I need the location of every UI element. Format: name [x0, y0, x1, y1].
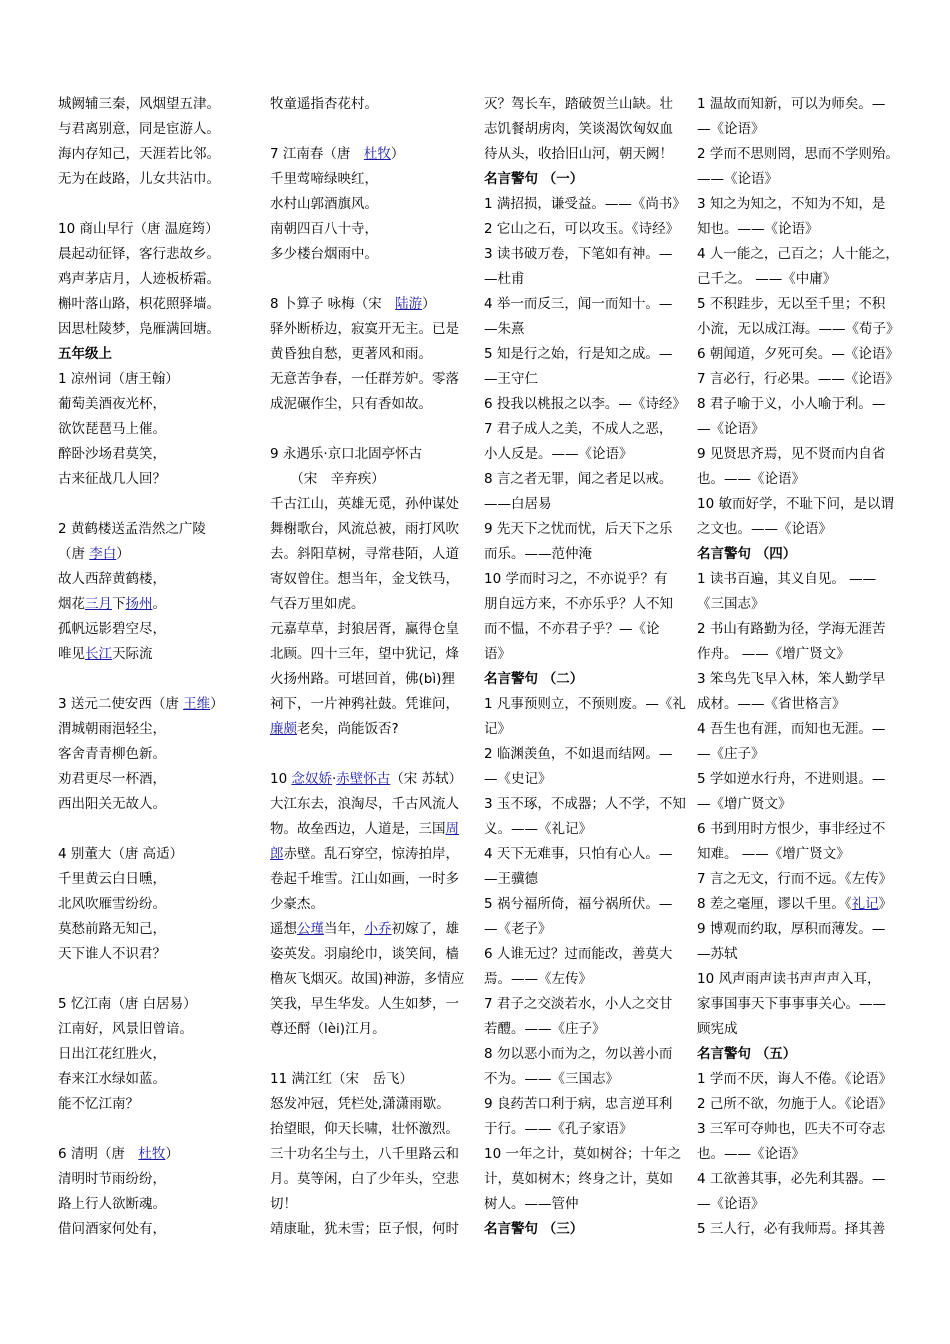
text-line: 气吞万里如虎。 [270, 596, 365, 612]
blank-line [58, 667, 268, 692]
text-line: 10 风声雨声读书声声声入耳， [697, 971, 881, 987]
text-line: 橹灰飞烟灭。故国)神游，多情应 [270, 971, 465, 987]
text-line: 孤帆远影碧空尽， [58, 621, 166, 637]
hyperlink[interactable]: 三月 [85, 596, 112, 612]
text-line: 西出阳关无故人。 [58, 796, 166, 812]
text-line: 姿英发。羽扇纶巾，谈笑间，樯 [270, 946, 459, 962]
text-line: 去。斜阳草树，寻常巷陌，人道 [270, 546, 459, 562]
text-line [58, 692, 268, 717]
text-line [270, 842, 480, 867]
text-segment: 初嫁了，雄 [391, 921, 459, 937]
text-line: 卷起千堆雪。江山如画，一时多 [270, 871, 459, 887]
text-line: 1 温故而知新，可以为师矣。— [697, 96, 886, 112]
text-line: 笑我，早生华发。人生如梦，一 [270, 996, 459, 1012]
blank-line [58, 817, 268, 842]
text-line: 灭？驾长车，踏破贺兰山缺。壮 [484, 96, 673, 112]
text-line: 天下谁人不识君？ [58, 946, 166, 962]
text-line [697, 892, 907, 917]
text-line: 1 满招损，谦受益。——《尚书》 [484, 196, 686, 212]
text-line: 江南好，风景旧曾谙。 [58, 1021, 193, 1037]
blank-line [58, 492, 268, 517]
text-line: 借问酒家何处有， [58, 1221, 166, 1237]
text-line: 海内存知己，天涯若比邻。 [58, 146, 220, 162]
hyperlink[interactable]: 陆游 [395, 296, 423, 312]
text-line: 5 学如逆水行舟，不进则退。— [697, 771, 886, 787]
text-line: —王骥德 [484, 871, 538, 887]
text-line: 1 学而不厌，诲人不倦。《论语》 [697, 1071, 893, 1087]
blank-line [270, 117, 480, 142]
text-line [58, 592, 268, 617]
text-line: 《三国志》 [697, 596, 765, 612]
text-line: 千古江山，英雄无觅，孙仲谋处 [270, 496, 459, 512]
text-line: 劝君更尽一杯酒， [58, 771, 166, 787]
text-line: —《论语》 [697, 421, 765, 437]
text-line: 舞榭歌台，风流总被，雨打风吹 [270, 521, 459, 537]
text-segment: 唯见 [58, 646, 85, 662]
text-line: 2 黄鹤楼送孟浩然之广陵 [58, 521, 206, 537]
text-line: 顾宪成 [697, 1021, 738, 1037]
text-line: 之文也。——《论语》 [697, 521, 832, 537]
section-heading: 名言警句 （一） [484, 171, 584, 187]
text-line: 路上行人欲断魂。 [58, 1196, 166, 1212]
section-heading: 五年级上 [58, 346, 112, 362]
text-line: 焉。——《左传》 [484, 971, 592, 987]
text-line: —王守仁 [484, 371, 538, 387]
text-line: 北顾。四十三年，望中犹记，烽 [270, 646, 459, 662]
text-segment: 天际流 [112, 646, 153, 662]
text-line: 古来征战几人回？ [58, 471, 166, 487]
text-line: 靖康耻，犹未雪；臣子恨，何时 [270, 1221, 459, 1237]
text-line: 7 言之无文，行而不远。《左传》 [697, 871, 893, 887]
hyperlink[interactable]: 杜牧 [363, 146, 391, 162]
text-line: 语》 [484, 646, 511, 662]
text-line: —苏轼 [697, 946, 738, 962]
text-line: ——白居易 [484, 496, 552, 512]
text-line: 也。——《论语》 [697, 471, 805, 487]
text-line: 7 言必行，行必果。——《论语》 [697, 371, 899, 387]
text-line: 醉卧沙场君莫笑， [58, 446, 166, 462]
text-line: 而不愠，不亦君子乎？—《论 [484, 621, 660, 637]
text-line: 树人。——管仲 [484, 1196, 579, 1212]
text-line: 5 忆江南（唐 白居易） [58, 996, 197, 1012]
text-line: 知也。——《论语》 [697, 221, 819, 237]
text-line: 客舍青青柳色新。 [58, 746, 166, 762]
text-segment: ） [422, 296, 436, 312]
text-line: —朱熹 [484, 321, 525, 337]
text-line: 3 知之为知之，不知为不知，是 [697, 196, 886, 212]
text-line: 无为在歧路，儿女共沾巾。 [58, 171, 220, 187]
text-line: 尊还酹（lèi)江月。 [270, 1021, 386, 1037]
text-segment: 遥想 [270, 921, 297, 937]
hyperlink[interactable]: 礼记 [851, 896, 879, 912]
text-line: 志饥餐胡虏肉，笑谈渴饮匈奴血 [484, 121, 673, 137]
text-line: 于行。——《孔子家语》 [484, 1121, 633, 1137]
text-segment: · [331, 771, 337, 787]
text-line: —《庄子》 [697, 746, 765, 762]
text-line: 3 读书破万卷，下笔如有神。— [484, 246, 673, 262]
text-line: 鸡声茅店月，人迹板桥霜。 [58, 271, 220, 287]
text-line: 10 学而时习之，不亦说乎？有 [484, 571, 668, 587]
text-line: 1 读书百遍，其义自见。 —— [697, 571, 877, 587]
hyperlink[interactable]: 小乔 [364, 921, 392, 937]
text-line: 10 商山早行（唐 温庭筠） [58, 221, 219, 237]
text-line: 城阙辅三秦，风烟望五津。 [58, 96, 220, 112]
section-heading: 名言警句 （二） [484, 671, 584, 687]
text-line: 计，莫如树木；终身之计，莫如 [484, 1171, 673, 1187]
text-column-1 [58, 92, 268, 1242]
text-segment: ） [165, 1146, 179, 1162]
text-line: 6 书到用时方恨少，事非经过不 [697, 821, 886, 837]
text-line: 11 满江红（宋 岳飞） [270, 1071, 413, 1087]
text-segment: 赤壁。乱石穿空，惊涛拍岸， [283, 846, 459, 862]
text-line: 成泥碾作尘，只有香如故。 [270, 396, 432, 412]
text-line [270, 142, 480, 167]
text-segment: 下 [112, 596, 126, 612]
text-segment: 10 [270, 771, 292, 787]
text-line: 义。——《礼记》 [484, 821, 592, 837]
blank-line [270, 417, 480, 442]
text-line: 元嘉草草，封狼居胥，赢得仓皇 [270, 621, 459, 637]
hyperlink[interactable]: 王维 [183, 696, 211, 712]
text-segment: 当年， [324, 921, 365, 937]
text-line: 南朝四百八十寺， [270, 221, 378, 237]
text-line: 三十功名尘与土，八千里路云和 [270, 1146, 459, 1162]
text-line: 1 凡事预则立，不预则废。—《礼 [484, 696, 686, 712]
text-line: 莫愁前路无知己， [58, 921, 166, 937]
text-segment: ） [390, 146, 405, 162]
text-segment: ） [116, 546, 130, 562]
text-line: 大江东去，浪淘尽，千古风流人 [270, 796, 459, 812]
text-line: 2 书山有路勤为径，学海无涯苦 [697, 621, 886, 637]
text-column-3 [484, 92, 694, 1242]
text-line: 欲饮琵琶马上催。 [58, 421, 166, 437]
text-line: ——《论语》 [697, 171, 778, 187]
blank-line [270, 1042, 480, 1067]
text-line: —《论语》 [697, 1196, 765, 1212]
text-segment: 烟花 [58, 596, 85, 612]
text-column-4 [697, 92, 907, 1242]
hyperlink[interactable]: 李白 [89, 546, 117, 562]
text-line: 水村山郭酒旗风。 [270, 196, 378, 212]
text-line: 抬望眼，仰天长啸，壮怀激烈。 [270, 1121, 459, 1137]
text-line [58, 542, 268, 567]
text-line: 与君离别意，同是宦游人。 [58, 121, 220, 137]
hyperlink[interactable]: 杜牧 [138, 1146, 166, 1162]
text-line: —《增广贤文》 [697, 796, 792, 812]
text-line: 清明时节雨纷纷， [58, 1171, 166, 1187]
text-line: 祠下，一片神鸦社鼓。凭谁问， [270, 696, 459, 712]
text-segment: 》 [878, 896, 893, 912]
text-line: —《老子》 [484, 921, 552, 937]
hyperlink[interactable]: 长江 [85, 646, 112, 662]
section-heading: 名言警句 （五） [697, 1046, 797, 1062]
text-line [270, 717, 480, 742]
text-segment: 3 送元二使安西（唐 [58, 696, 184, 712]
text-line: 2 它山之石，可以攻玉。《诗经》 [484, 221, 680, 237]
text-line: 北风吹雁雪纷纷。 [58, 896, 166, 912]
text-line: 3 三军可夺帅也，匹夫不可夺志 [697, 1121, 886, 1137]
text-line: 4 别董大（唐 高适） [58, 846, 184, 862]
text-line: 10 敏而好学，不耻下问，是以谓 [697, 496, 894, 512]
text-segment: （唐 [58, 546, 90, 562]
text-line: 己千之。 ——《中庸》 [697, 271, 837, 287]
hyperlink[interactable]: 念奴娇 [291, 771, 332, 787]
text-segment: 8 卜算子 咏梅（宋 [270, 296, 396, 312]
text-line: 5 祸兮福所倚，福兮祸所伏。— [484, 896, 673, 912]
text-line: 月。莫等闲，白了少年头，空悲 [270, 1171, 459, 1187]
text-line: 也。——《论语》 [697, 1146, 805, 1162]
text-line: 作舟。 ——《增广贤文》 [697, 646, 850, 662]
text-line: 6 朝闻道，夕死可矣。—《论语》 [697, 346, 899, 362]
text-segment: 物。故垒西边，人道是，三国 [270, 821, 446, 837]
text-line: 若醴。——《庄子》 [484, 1021, 606, 1037]
text-segment: 8 差之毫厘，谬以千里。《 [697, 896, 852, 912]
text-line: 葡萄美酒夜光杯， [58, 396, 166, 412]
text-line: 8 言之者无罪，闻之者足以戒。 [484, 471, 673, 487]
text-line: 5 不积跬步，无以至千里；不积 [697, 296, 886, 312]
text-line: 9 先天下之忧而忧，后天下之乐 [484, 521, 673, 537]
text-line: 朋自远方来，不亦乐乎？人不知 [484, 596, 673, 612]
text-line: 待从头，收拾旧山河，朝天阙！ [484, 146, 673, 162]
section-heading: 名言警句 （三） [484, 1221, 584, 1237]
text-segment: ） [210, 696, 224, 712]
text-line: 10 一年之计，莫如树谷；十年之 [484, 1146, 681, 1162]
text-line: 春来江水绿如蓝。 [58, 1071, 166, 1087]
text-line: 怒发冲冠，凭栏处,潇潇雨歇。 [270, 1096, 450, 1112]
text-line: 小流，无以成江海。——《荀子》 [697, 321, 900, 337]
text-line [270, 917, 480, 942]
text-line: 黄昏独自愁，更著风和雨。 [270, 346, 432, 362]
text-line: 不为。——《三国志》 [484, 1071, 619, 1087]
blank-line [58, 967, 268, 992]
text-line: —《史记》 [484, 771, 552, 787]
text-line: 因思杜陵梦，凫雁满回塘。 [58, 321, 220, 337]
text-segment: 7 江南春（唐 [270, 146, 364, 162]
text-line [270, 817, 480, 842]
text-line: 寄奴曾住。想当年，金戈铁马， [270, 571, 459, 587]
text-line: 切！ [270, 1196, 297, 1212]
blank-line [58, 192, 268, 217]
text-line: 渭城朝雨浥轻尘， [58, 721, 166, 737]
text-line: 6 投我以桃报之以李。—《诗经》 [484, 396, 686, 412]
text-line: 晨起动征铎，客行悲故乡。 [58, 246, 220, 262]
blank-line [270, 742, 480, 767]
text-line: 无意苦争春，一任群芳妒。零落 [270, 371, 459, 387]
text-line: 9 良药苦口利于病，忠言逆耳利 [484, 1096, 673, 1112]
text-line: 牧童遥指杏花村。 [270, 96, 378, 112]
blank-line [58, 1117, 268, 1142]
text-line [58, 1142, 268, 1167]
text-line: 槲叶落山路，枳花照驿墙。 [58, 296, 220, 312]
hyperlink[interactable]: 公瑾 [297, 921, 324, 937]
text-line: 少豪杰。 [270, 896, 324, 912]
text-line: 家事国事天下事事事关心。—— [697, 996, 886, 1012]
text-line: 6 人谁无过？过而能改，善莫大 [484, 946, 673, 962]
hyperlink[interactable]: 周 [445, 821, 459, 837]
text-line: 日出江花红胜火， [58, 1046, 166, 1062]
text-line: 驿外断桥边，寂寞开无主。已是 [270, 321, 459, 337]
text-line [58, 642, 268, 667]
text-line: 4 天下无难事，只怕有心人。— [484, 846, 673, 862]
text-line: 2 临渊羡鱼，不如退而结网。— [484, 746, 673, 762]
text-line: 8 勿以恶小而为之，勿以善小而 [484, 1046, 673, 1062]
text-line: 3 笨鸟先飞早入林，笨人勤学早 [697, 671, 886, 687]
text-line: 1 凉州词（唐王翰） [58, 371, 179, 387]
text-line: 2 己所不欲，勿施于人。《论语》 [697, 1096, 893, 1112]
text-line: 8 君子喻于义，小人喻于利。— [697, 396, 886, 412]
text-line: 能不忆江南？ [58, 1096, 139, 1112]
text-segment: （宋 苏轼） [390, 771, 463, 787]
text-line: 4 人一能之，己百之；人十能之， [697, 246, 899, 262]
text-line: 火扬州路。可堪回首，佛(bì)狸 [270, 671, 455, 687]
text-line [270, 767, 480, 792]
text-line: 千里莺啼绿映红， [270, 171, 378, 187]
hyperlink[interactable]: 廉颇 [270, 721, 297, 737]
hyperlink[interactable]: 赤壁怀古 [336, 771, 391, 787]
text-segment: 老矣，尚能饭否? [297, 721, 399, 737]
text-line: 7 君子成人之美，不成人之恶， [484, 421, 673, 437]
text-line: 9 永遇乐·京口北固亭怀古 [270, 446, 423, 462]
text-line: 3 玉不琢，不成器；人不学，不知 [484, 796, 686, 812]
text-line: 9 博观而约取，厚积而薄发。— [697, 921, 886, 937]
text-line: 5 三人行，必有我师焉。择其善 [697, 1221, 886, 1237]
text-line: 成材。——《省世格言》 [697, 696, 846, 712]
text-line: 小人反是。——《论语》 [484, 446, 633, 462]
text-column-2 [270, 92, 480, 1242]
text-line: 而乐。——范仲淹 [484, 546, 592, 562]
text-line: 多少楼台烟雨中。 [270, 246, 378, 262]
text-line: 4 工欲善其事，必先利其器。— [697, 1171, 886, 1187]
hyperlink[interactable]: 扬州 [125, 596, 153, 612]
text-segment: 。 [152, 596, 166, 612]
hyperlink[interactable]: 郎 [270, 846, 284, 862]
text-line: —杜甫 [484, 271, 525, 287]
text-segment: 6 清明（唐 [58, 1146, 139, 1162]
text-line: （宋 辛弃疾） [270, 471, 385, 487]
text-line: 知难。 ——《增广贤文》 [697, 846, 850, 862]
section-heading: 名言警句 （四） [697, 546, 797, 562]
text-line: 9 见贤思齐焉，见不贤而内自省 [697, 446, 886, 462]
text-line: 4 吾生也有涯，而知也无涯。— [697, 721, 886, 737]
text-line: 记》 [484, 721, 511, 737]
text-line: 千里黄云白日曛， [58, 871, 166, 887]
text-line: 故人西辞黄鹤楼， [58, 571, 166, 587]
text-line: 5 知是行之始，行是知之成。— [484, 346, 673, 362]
text-line: 7 君子之交淡若水，小人之交甘 [484, 996, 673, 1012]
text-line: 2 学而不思则罔，思而不学则殆。 [697, 146, 899, 162]
text-line [270, 292, 480, 317]
text-line: —《论语》 [697, 121, 765, 137]
blank-line [270, 267, 480, 292]
text-line: 4 举一而反三，闻一而知十。— [484, 296, 673, 312]
